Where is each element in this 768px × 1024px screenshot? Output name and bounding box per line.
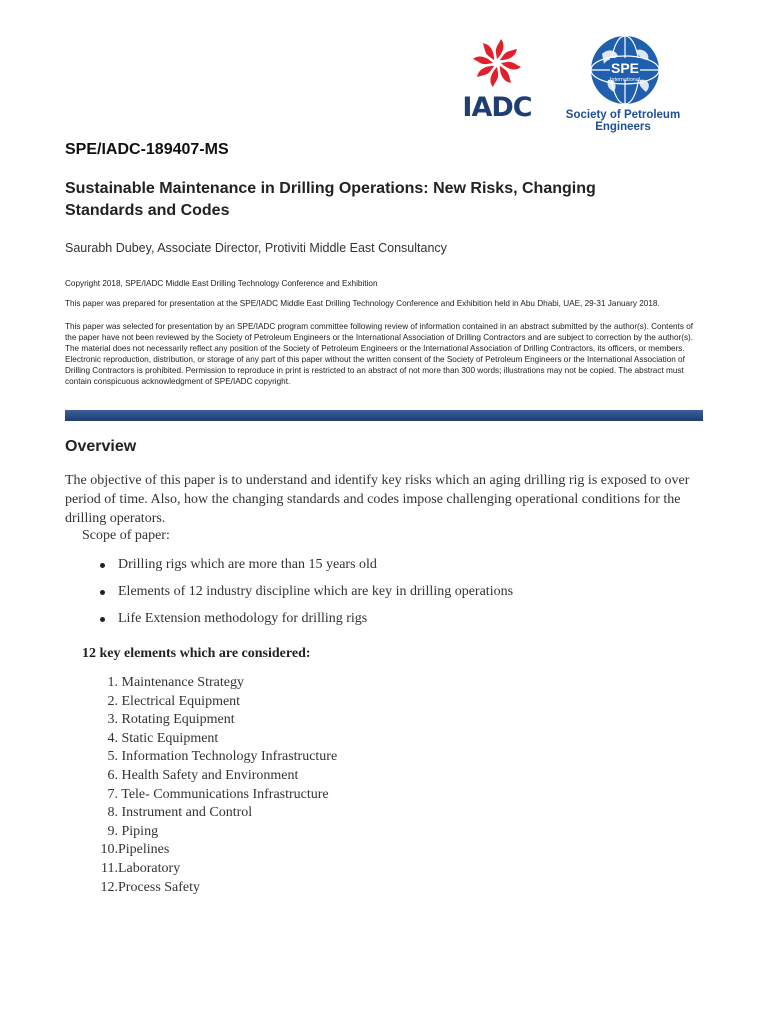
list-item: Life Extension methodology for drilling rigs	[82, 605, 513, 632]
list-text: Tele- Communications Infrastructure	[121, 786, 329, 802]
list-item	[82, 711, 337, 730]
list-number: 7.	[107, 786, 118, 802]
logo-area	[456, 36, 706, 133]
paper-id: SPE/IADC-189407-MS	[65, 141, 229, 158]
copyright-notice: Copyright 2018, SPE/IADC Middle East Drilling Technology Conference and Exhibition	[65, 279, 378, 288]
list-item	[82, 730, 337, 749]
spe-globe-subtext: International	[609, 77, 641, 83]
list-number: 3.	[107, 712, 118, 728]
list-item	[82, 748, 337, 767]
list-item	[82, 804, 337, 823]
list-number: 8.	[107, 805, 118, 821]
spe-caption: Society of Petroleum Engineers	[565, 109, 681, 133]
list-item	[82, 767, 337, 786]
list-number: 1.	[107, 675, 118, 690]
list-text: Pipelines	[118, 842, 170, 858]
key-elements-heading: 12 key elements which are considered:	[82, 646, 311, 661]
list-text: Instrument and Control	[121, 805, 253, 821]
list-text: Laboratory	[118, 860, 181, 876]
spe-globe-text: SPE	[610, 60, 640, 76]
iadc-wordmark: IADC	[462, 92, 532, 123]
author-line: Saurabh Dubey, Associate Director, Protiviti Middle East Consultancy	[65, 241, 447, 255]
list-number: 12.	[100, 879, 118, 895]
list-number: 4.	[107, 730, 118, 746]
list-number: 11.	[101, 860, 118, 876]
list-item	[82, 841, 337, 860]
list-number: 10.	[100, 842, 118, 858]
list-item	[82, 674, 337, 693]
section-divider	[65, 410, 703, 421]
list-item: Elements of 12 industry discipline which are key in drilling operations	[82, 578, 513, 605]
list-item	[82, 879, 337, 898]
list-item: Drilling rigs which are more than 15 years old	[82, 551, 513, 578]
scope-label: Scope of paper:	[82, 528, 170, 543]
list-text: Process Safety	[118, 879, 201, 895]
list-item	[82, 860, 337, 879]
list-text: Electrical Equipment	[121, 693, 241, 709]
list-item	[82, 693, 337, 712]
list-number: 5.	[107, 749, 118, 765]
list-text: Maintenance Strategy	[121, 675, 244, 690]
list-number: 9.	[107, 823, 118, 839]
list-number: 2.	[107, 693, 118, 709]
list-text: Piping	[121, 823, 159, 839]
paper-title: Sustainable Maintenance in Drilling Operations: New Risks, Changing Standards and Codes	[65, 180, 596, 219]
list-item	[82, 823, 337, 842]
list-text: Rotating Equipment	[121, 712, 235, 728]
overview-heading: Overview	[65, 438, 137, 455]
scope-list	[82, 551, 513, 632]
list-item	[82, 786, 337, 805]
list-text: Information Technology Infrastructure	[121, 749, 338, 765]
overview-paragraph: The objective of this paper is to understand and identify key risks which an aging drilling rig is exposed to over period of time. Also, how the changing standards and codes impose challenging operational conditions for the drilling operators.	[65, 473, 690, 526]
list-number: 6.	[107, 767, 118, 783]
key-elements-list	[82, 674, 337, 897]
selection-notice: This paper was selected for presentation by an SPE/IADC program committee following review of information contained in an abstract submitted by the author(s). Contents of the paper have not been reviewed by the Society of Petroleum Engineers or the International Association of Drilling Contractors and are subject to correction by the author(s). The material does not necessarily reflect any position of the Society of Petroleum Engineers or the International Association of Drilling Contractors, its officers, or members. Electronic reproduction, distribution, or storage of any part of this paper without the written consent of the Society of Petroleum Engineers or the International Association of Drilling Contractors is prohibited. Permission to reproduce in print is restricted to an abstract of not more than 300 words; illustrations may not be copied. The abstract must contain conspicuous acknowledgment of SPE/IADC copyright.	[65, 322, 694, 386]
prepared-notice: This paper was prepared for presentation at the SPE/IADC Middle East Drilling Technology Conference and Exhibition held in Abu Dhabi, UAE, 29-31 January 2018.	[65, 299, 660, 308]
list-text: Health Safety and Environment	[121, 767, 299, 783]
list-text: Static Equipment	[121, 730, 219, 746]
